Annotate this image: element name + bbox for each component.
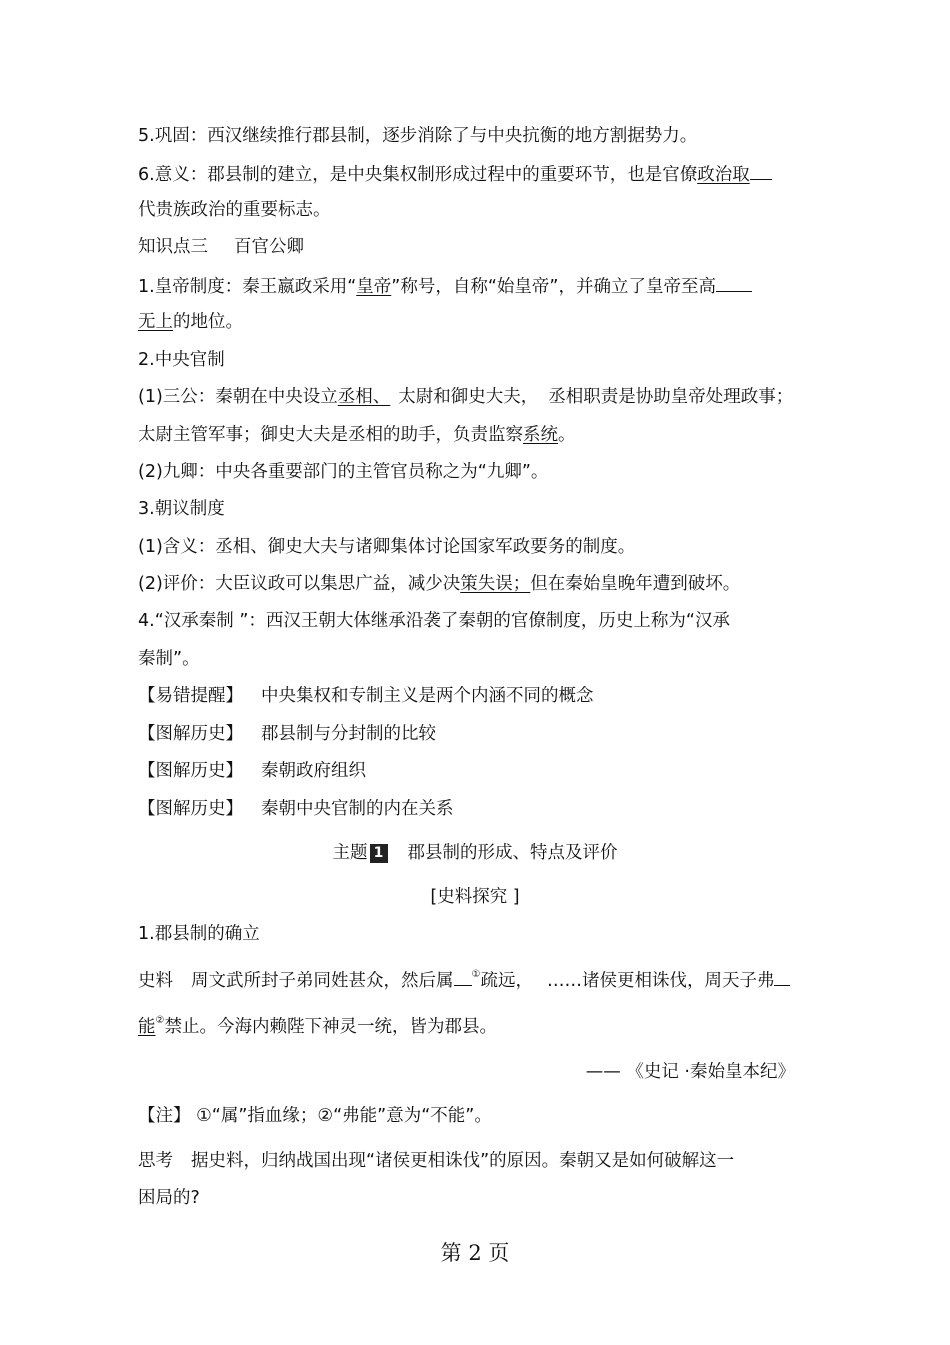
- text: 中央集权和专制主义是两个内涵不同的概念: [261, 686, 594, 706]
- text-line: [138, 922, 260, 946]
- text-line: [138, 967, 790, 993]
- text: 1.郡县制的确立: [138, 924, 260, 944]
- theme-number-badge: 1: [370, 844, 388, 863]
- text: 秦制”。: [138, 649, 200, 669]
- text: 3.朝议制度: [138, 499, 225, 519]
- text: 2.中央官制: [138, 350, 225, 370]
- text-line: [138, 497, 225, 521]
- text-line: [138, 273, 752, 299]
- text-line: [138, 161, 772, 187]
- text-line: [138, 535, 635, 559]
- text-line: [138, 647, 200, 671]
- text: ……诸侯更相诛伐，周天子弗: [546, 971, 775, 991]
- text: 第 2 页: [440, 1241, 510, 1265]
- text-line: [138, 124, 697, 148]
- text: 的地位。: [173, 312, 243, 332]
- text: 4.“汉承秦制 ”：西汉王朝大体继承沿袭了秦朝的官僚制度，历史上称为“汉承: [138, 611, 730, 631]
- tip-line: [138, 797, 454, 821]
- text: ”称号，自称“始皇帝”，并确立了皇帝至高: [391, 277, 716, 297]
- text-line: [138, 1149, 734, 1173]
- text: 1.皇帝制度：秦王嬴政采用“: [138, 277, 357, 297]
- source-citation: [586, 1060, 795, 1084]
- text: 秦朝政府组织: [261, 761, 366, 781]
- underlined-answer: 政治取: [697, 165, 750, 185]
- tip-label: 【图解历史】: [138, 799, 243, 819]
- footnote-marker: ②: [155, 1015, 165, 1026]
- text: (2)评价：大臣议政可以集思广益，减少决: [138, 574, 461, 594]
- text-line: [138, 609, 730, 633]
- footnote-marker: ①: [471, 969, 481, 980]
- text: 百官公卿: [234, 237, 304, 257]
- text: 代贵族政治的重要标志。: [138, 200, 331, 220]
- underlined-answer: 策失误；: [460, 574, 531, 594]
- text: 太尉主管军事；御史大夫是丞相的助手，负责监察: [138, 425, 523, 445]
- text-line: [138, 460, 548, 484]
- text: 丞相职责是协助皇帝处理政事；: [548, 387, 794, 407]
- text: 据史料，归纳战国出现“诸侯更相诛伐”的原因。秦朝又是如何破解这一: [191, 1151, 735, 1171]
- text-line: [138, 310, 243, 334]
- text: 困局的?: [138, 1188, 200, 1208]
- text-line: [138, 1015, 497, 1039]
- text: 史料: [138, 971, 173, 991]
- text-line: [138, 1186, 200, 1210]
- underlined-answer: 丞相、: [337, 387, 391, 407]
- text: 。: [558, 425, 576, 445]
- underlined-answer: 无上: [138, 312, 173, 332]
- tip-label: 【图解历史】: [138, 724, 243, 744]
- text-line: [138, 385, 793, 409]
- text: [史料探究 ]: [430, 887, 520, 907]
- text-line: [138, 423, 576, 447]
- tip-line: [138, 722, 436, 746]
- text: 【注】 ①“属”指血缘；②“弗能”意为“不能”。: [138, 1106, 492, 1126]
- section-label: [0, 885, 950, 909]
- tip-line: [138, 684, 594, 708]
- underline-blank: [454, 967, 472, 986]
- theme-heading: [0, 841, 950, 865]
- tip-label: 【易错提醒】: [138, 686, 243, 706]
- text: 5.巩固：西汉继续推行郡县制，逐步消除了与中央抗衡的地方割据势力。: [138, 126, 698, 146]
- underlined-answer: 系统: [523, 425, 558, 445]
- text: 周文武所封子弟同姓甚众，然后属: [191, 971, 454, 991]
- text: 知识点三: [138, 237, 208, 257]
- text: 太尉和御史大夫，: [398, 387, 539, 407]
- underlined-word: 能: [138, 1017, 156, 1037]
- text: 思考: [138, 1151, 173, 1171]
- underline-blank: [750, 161, 772, 180]
- text-line: [138, 572, 740, 596]
- theme-label: 主题: [332, 843, 368, 863]
- text: 6.意义：郡县制的建立，是中央集权制形成过程中的重要环节，也是官僚: [138, 165, 698, 185]
- underline-blank: [716, 273, 752, 292]
- tip-line: [138, 759, 366, 783]
- text: (1)三公：秦朝在中央设立: [138, 387, 338, 407]
- text-line: [138, 348, 225, 372]
- note-line: [138, 1104, 492, 1128]
- underlined-answer: 皇帝: [356, 277, 392, 297]
- text: 郡县制与分封制的比较: [261, 724, 436, 744]
- section-heading: [138, 235, 304, 259]
- underline-blank: [774, 967, 790, 986]
- text: 疏远，: [480, 971, 533, 991]
- text: 禁止。今海内赖陛下神灵一统，皆为郡县。: [164, 1017, 497, 1037]
- theme-title: 郡县制的形成、特点及评价: [407, 843, 618, 863]
- text: 但在秦始皇晚年遭到破坏。: [530, 574, 741, 594]
- text-line: [138, 198, 331, 222]
- page-number: [0, 1241, 950, 1265]
- text: 秦朝中央官制的内在关系: [261, 799, 454, 819]
- text: (1)含义：丞相、御史大夫与诸卿集体讨论国家军政要务的制度。: [138, 537, 636, 557]
- text: —— 《史记 ·秦始皇本纪》: [585, 1062, 795, 1082]
- tip-label: 【图解历史】: [138, 761, 243, 781]
- text: (2)九卿：中央各重要部门的主管官员称之为“九卿”。: [138, 462, 549, 482]
